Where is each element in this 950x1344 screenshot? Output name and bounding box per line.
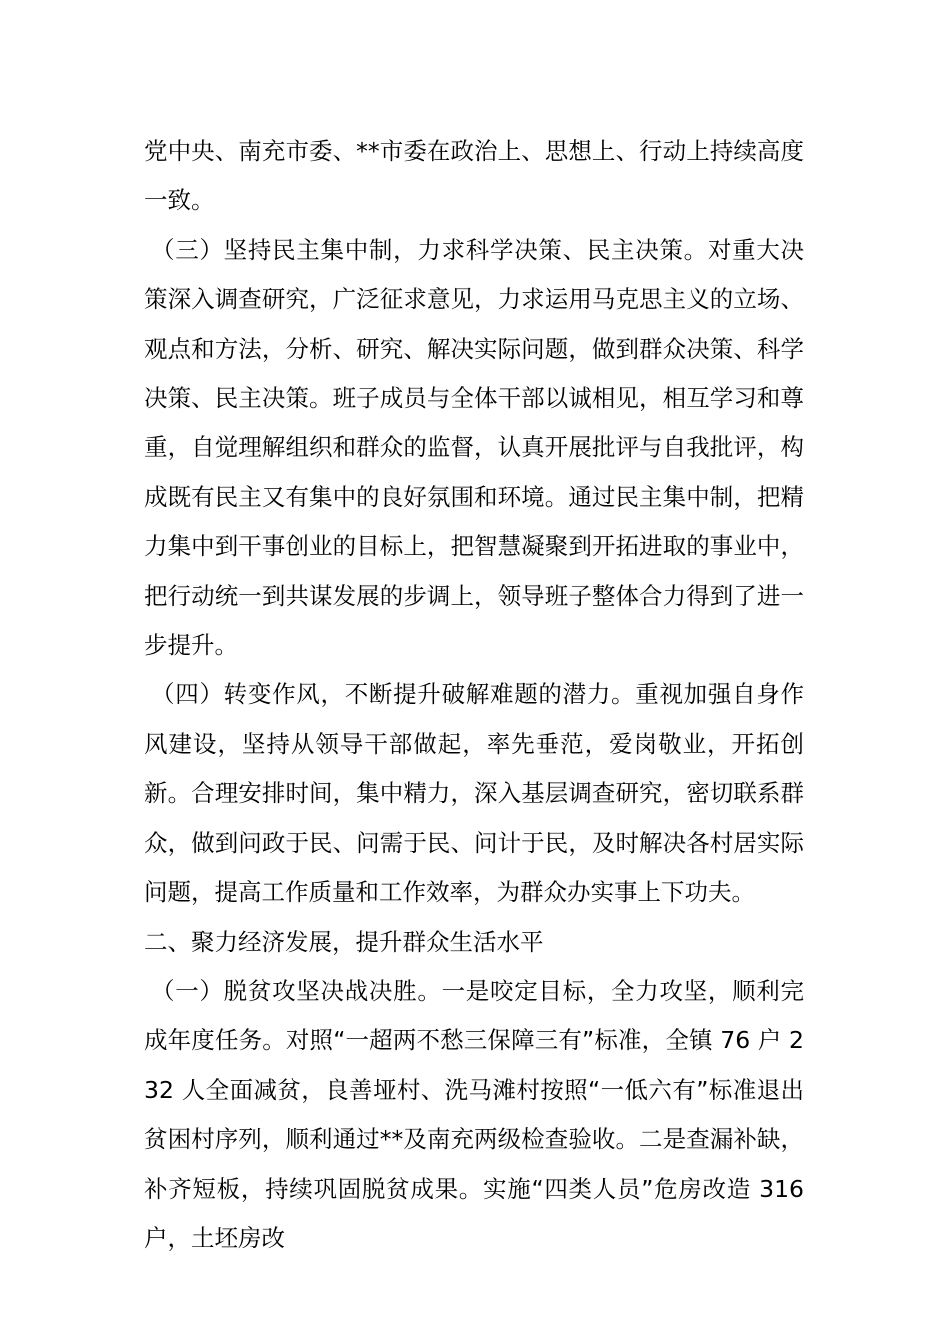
document-body — [144, 127, 804, 1263]
paragraph-poverty-alleviation: （一）脱贫攻坚决战决胜。一是咬定目标，全力攻坚，顺利完成年度任务。对照“一超两不愁三保障三有”标准，全镇 76 户 232 人全面减贫，良善垭村、洗马滩村按照“一低六有”标准退出贫困村序列，顺利通过**及南充两级检查验收。二是查漏补缺，补齐短板，持续巩固脱贫成果。实施“四类人员”危房改造 316 户，土坯房改 — [144, 976, 804, 1252]
section-heading-economic-development: 二、聚力经济发展，提升群众生活水平 — [144, 927, 544, 956]
paragraph-democratic-centralism: （三）坚持民主集中制，力求科学决策、民主决策。对重大决策深入调查研究，广泛征求意见，力求运用马克思主义的立场、观点和方法，分析、研究、解决实际问题，做到群众决策、科学决策、民主决策。班子成员与全体干部以诚相见，相互学习和尊重，自觉理解组织和群众的监督，认真开展批评与自我批评，构成既有民主又有集中的良好氛围和环境。通过民主集中制，把精力集中到干事创业的目标上，把智慧凝聚到开拓进取的事业中，把行动统一到共谋发展的步调上，领导班子整体合力得到了进一步提升。 — [144, 235, 804, 660]
paragraph-continuation: 党中央、南充市委、**市委在政治上、思想上、行动上持续高度一致。 — [144, 137, 804, 215]
paragraph-work-style: （四）转变作风，不断提升破解难题的潜力。重视加强自身作风建设，坚持从领导干部做起，率先垂范，爱岗敬业，开拓创新。合理安排时间，集中精力，深入基层调查研究，密切联系群众，做到问政于民、问需于民、问计于民，及时解决各村居实际问题，提高工作质量和工作效率，为群众办实事上下功夫。 — [144, 680, 804, 907]
